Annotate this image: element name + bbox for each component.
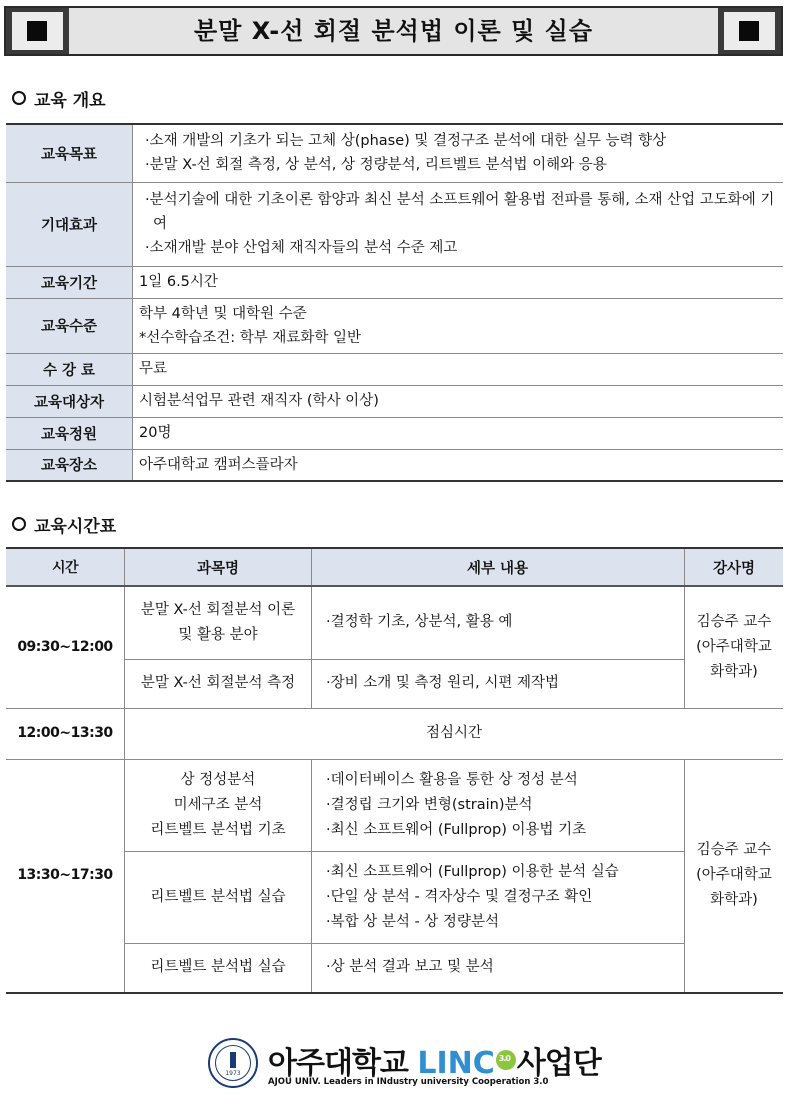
time-cell: 13:30~17:30 [6, 759, 125, 993]
row-label: 기대효과 [6, 182, 133, 266]
overview-table [6, 123, 783, 482]
detail-cell: ·장비 소개 및 측정 원리, 시편 제작법 [312, 659, 685, 708]
linc-logo: LINC [417, 1046, 495, 1081]
schedule-table [6, 547, 783, 994]
page-title: 분말 X-선 회절 분석법 이론 및 실습 [193, 17, 594, 45]
row-value: 시험분석업무 관련 재직자 (학사 이상) [133, 385, 784, 417]
detail-cell: ·상 분석 결과 보고 및 분석 [312, 943, 685, 993]
subject-cell: 리트벨트 분석법 실습 [125, 943, 312, 993]
title-banner [4, 6, 783, 56]
circle-bullet-icon [12, 91, 26, 105]
row-label: 교육정원 [6, 417, 133, 449]
table-row [6, 182, 783, 266]
time-cell: 12:00~13:30 [6, 708, 125, 759]
overview-heading: 교육 개요 [12, 86, 106, 111]
university-name: 아주대학교 [268, 1046, 408, 1081]
row-value: ·분석기술에 대한 기초이론 함양과 최신 분석 소프트웨어 활용법 전파를 통해, 소재 산업 고도화에 기여 ·소재개발 분야 산업체 재직자들의 분석 수준 제고 [133, 182, 784, 266]
schedule-heading: 교육시간표 [12, 512, 116, 537]
instructor-cell: 김승주 교수 (아주대학교 화학과) [685, 586, 784, 708]
subject-cell: 분말 X-선 회절분석 이론 및 활용 분야 [125, 586, 312, 659]
row-value: 1일 6.5시간 [133, 266, 784, 298]
subject-cell: 분말 X-선 회절분석 측정 [125, 659, 312, 708]
table-row [6, 759, 783, 851]
instructor-cell: 김승주 교수 (아주대학교 화학과) [685, 759, 784, 993]
table-row [6, 298, 783, 353]
table-row [6, 417, 783, 449]
org-name: 사업단 [516, 1046, 601, 1081]
university-seal-icon: 1973 [208, 1038, 258, 1088]
table-row [6, 266, 783, 298]
table-row [6, 385, 783, 417]
detail-cell: ·데이터베이스 활용을 통한 상 정성 분석 ·결정립 크기와 변형(strain)분석 ·최신 소프트웨어 (Fullprop) 이용법 기초 [312, 759, 685, 851]
detail-cell: ·최신 소프트웨어 (Fullprop) 이용한 분석 실습 ·단일 상 분석 - 격자상수 및 결정구조 확인 ·복합 상 분석 - 상 정량분석 [312, 851, 685, 943]
row-label: 수 강 료 [6, 353, 133, 385]
footer-tagline: AJOU UNIV. Leaders in INdustry university Cooperation 3.0 [268, 1077, 549, 1087]
lunch-cell: 점심시간 [125, 708, 784, 759]
linc-badge-icon: 3.0 [496, 1050, 516, 1070]
row-value: 학부 4학년 및 대학원 수준 *선수학습조건: 학부 재료화학 일반 [133, 298, 784, 353]
table-row [6, 449, 783, 481]
time-cell: 09:30~12:00 [6, 586, 125, 708]
table-row [6, 353, 783, 385]
brand-wordmark [268, 1038, 601, 1082]
row-label: 교육기간 [6, 266, 133, 298]
banner-right-cap [718, 8, 781, 54]
subject-cell: 상 정성분석 미세구조 분석 리트벨트 분석법 기초 [125, 759, 312, 851]
table-row [6, 708, 783, 759]
row-value: 아주대학교 캠퍼스플라자 [133, 449, 784, 481]
row-label: 교육수준 [6, 298, 133, 353]
square-icon [739, 21, 759, 41]
table-row [6, 586, 783, 659]
table-header-row [6, 548, 783, 586]
header-detail: 세부 내용 [312, 548, 685, 586]
footer-logo [208, 1036, 601, 1096]
row-value: 20명 [133, 417, 784, 449]
banner-left-cap [6, 8, 69, 54]
row-label: 교육대상자 [6, 385, 133, 417]
row-label: 교육목표 [6, 124, 133, 182]
row-value: 무료 [133, 353, 784, 385]
square-icon [27, 21, 47, 41]
row-label: 교육장소 [6, 449, 133, 481]
detail-cell: ·결정학 기초, 상분석, 활용 예 [312, 586, 685, 659]
subject-cell: 리트벨트 분석법 실습 [125, 851, 312, 943]
table-row [6, 124, 783, 182]
header-subject: 과목명 [125, 548, 312, 586]
circle-bullet-icon [12, 517, 26, 531]
header-instructor: 강사명 [685, 548, 784, 586]
header-time: 시간 [6, 548, 125, 586]
row-value: ·소재 개발의 기초가 되는 고체 상(phase) 및 결정구조 분석에 대한 실무 능력 향상 ·분말 X-선 회절 측정, 상 분석, 상 정량분석, 리트벨트 분석법 이해와 응용 [133, 124, 784, 182]
